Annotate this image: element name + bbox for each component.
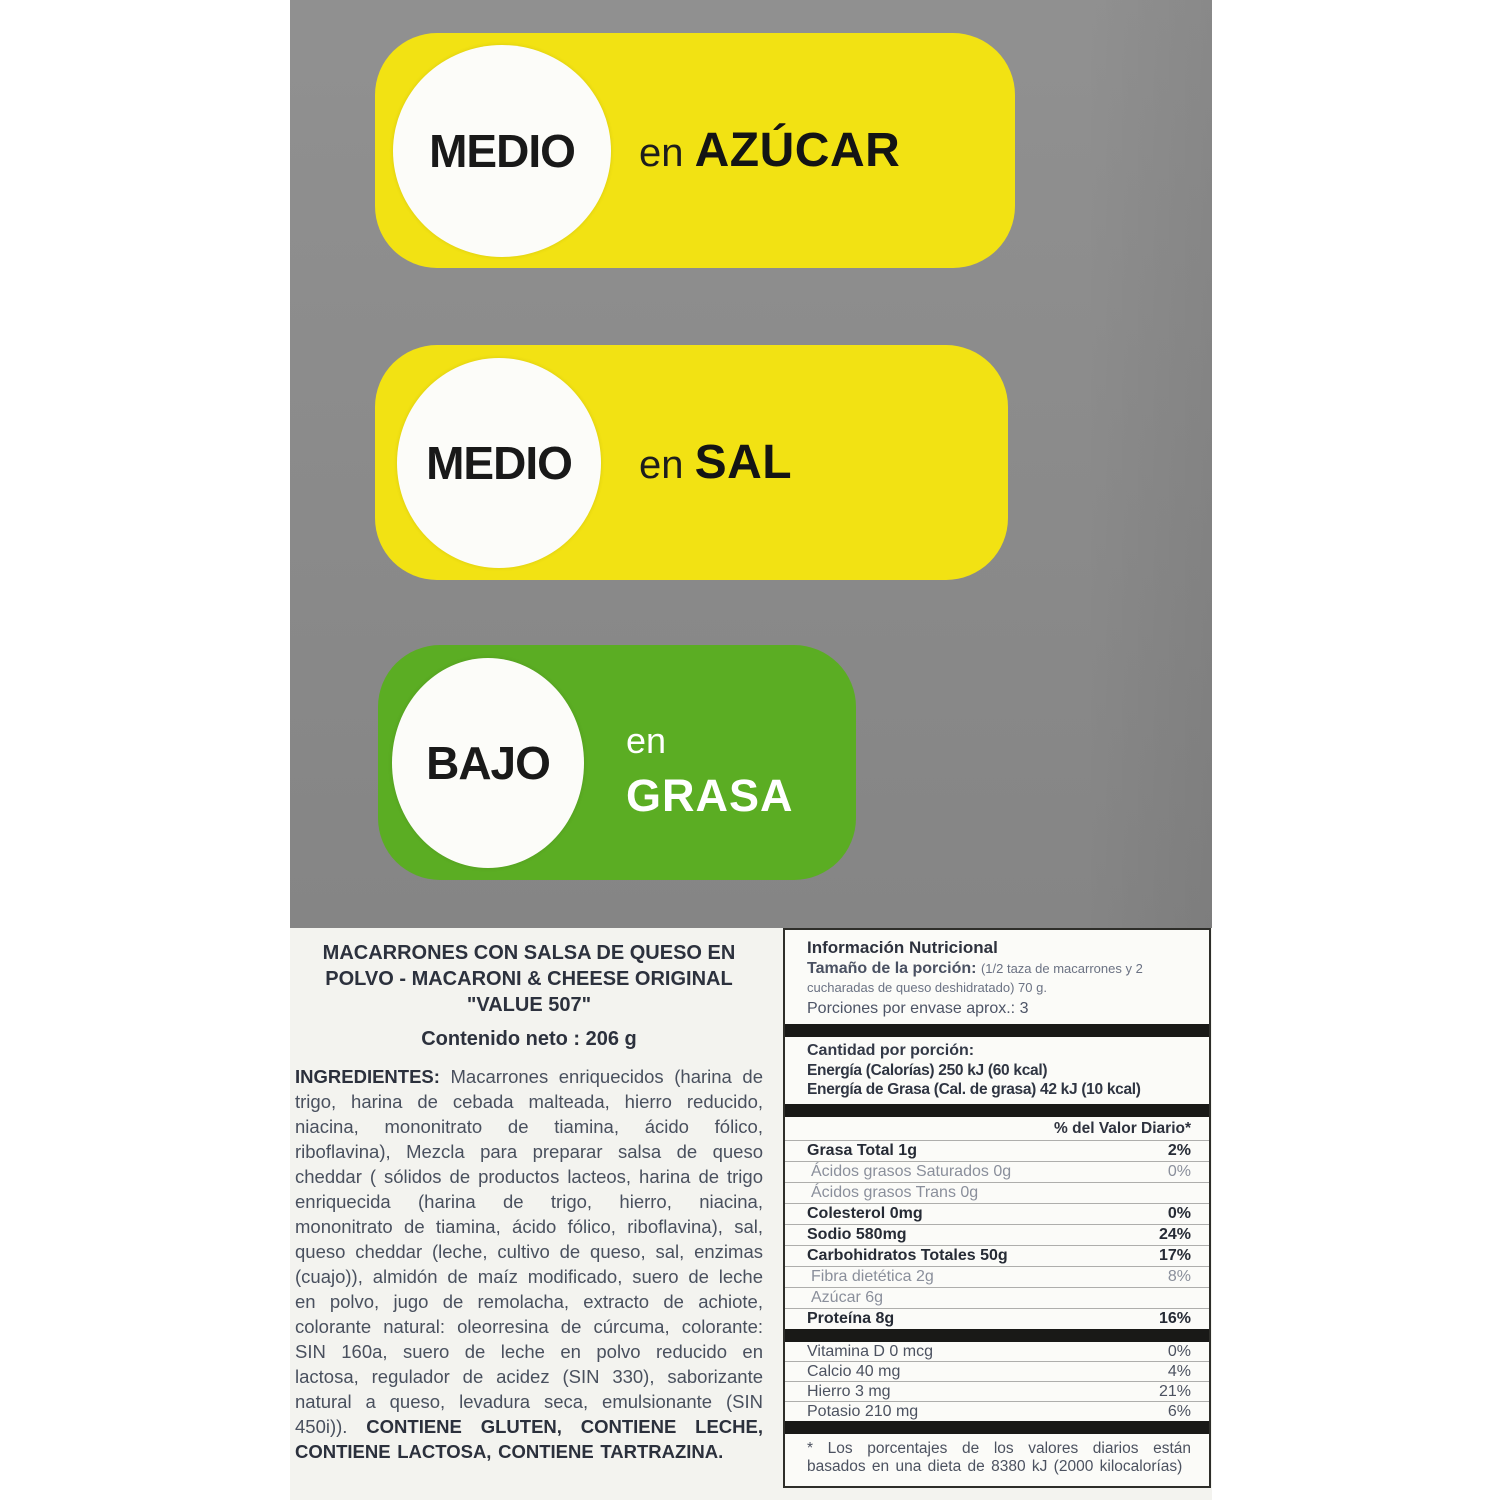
- vitamin-row: [785, 1361, 1209, 1381]
- product-info-column: [295, 940, 763, 1464]
- badge-nutrient-text: [626, 720, 794, 821]
- vitamin-dv: 0%: [1167, 1343, 1191, 1360]
- nutrition-facts-table: [783, 928, 1211, 1488]
- badge-nutrient: SAL: [694, 436, 793, 489]
- nutrient-row: [785, 1161, 1209, 1182]
- ingredients-text: Macarrones enriquecidos (harina de trigo, harina de cebada malteada, hierro reducido, niacina, mononitrato de tiamina, ácido fólico, riboflavina), Mezcla para preparar salsa de queso cheddar ( sólidos de productos lacteos, harina de trigo enriquecida (harina de trigo, hierro, niacina, mononitrato de tiamina, ácido fólico, riboflavina), sal, queso cheddar (leche, cultivo de queso, sal, enzimas (cuajo)), almidón de maíz modificado, suero de leche en polvo, jugo de remolacha, extracto de achiote, colorante natural: oleorresina de cúrcuma, colorante: SIN 160a, suero de leche en polvo reducido en lactosa, regulador de acidez (SIN 330), saborizante natural a queso, levadura seca, emulsionante (SIN 450i)).: [295, 1066, 763, 1437]
- nutrient-label: Colesterol 0mg: [807, 1205, 923, 1222]
- vitamin-label: Potasio 210 mg: [807, 1403, 919, 1420]
- vitamin-row: [785, 1342, 1209, 1361]
- nutrient-row: [785, 1308, 1209, 1329]
- badge-nutrient: AZÚCAR: [694, 124, 901, 177]
- badge-white-disc: [393, 45, 611, 257]
- divider-bar: [785, 1329, 1209, 1342]
- serving-size-label: Tamaño de la porción:: [807, 960, 977, 977]
- nutrient-label: Fibra dietética 2g: [811, 1268, 934, 1285]
- nutrient-row: [785, 1245, 1209, 1266]
- medium-sugar-badge: [375, 33, 1015, 268]
- nutrition-title: Información Nutricional: [807, 938, 998, 957]
- nutrient-dv: 17%: [1158, 1247, 1191, 1264]
- badge-level-text: BAJO: [426, 736, 550, 789]
- daily-value-footnote: * Los porcentajes de los valores diarios están basados en una dieta de 8380 kJ (2000 kilocalorías): [807, 1440, 1191, 1475]
- serving-size-detail: (1/2 taza de macarrones y 2 cucharadas de queso deshidratado) 70 g.: [807, 961, 1143, 995]
- nutrient-label: Azúcar 6g: [811, 1289, 884, 1306]
- badge-connector: en: [639, 131, 684, 175]
- nutrient-label: Carbohidratos Totales 50g: [807, 1247, 1008, 1264]
- nutrient-row: [785, 1287, 1209, 1308]
- energy-fat-line: Energía de Grasa (Cal. de grasa) 42 kJ (10 kcal): [807, 1081, 1141, 1098]
- serving-size-line: [785, 960, 1209, 997]
- nutrient-dv: 0%: [1167, 1205, 1191, 1222]
- product-title: MACARRONES CON SALSA DE QUESO EN POLVO - MACARONI & CHEESE ORIGINAL "VALUE 507": [322, 942, 736, 1016]
- vitamin-dv: 21%: [1158, 1383, 1191, 1400]
- nutrient-dv: 16%: [1158, 1310, 1191, 1327]
- nutrient-dv: 24%: [1158, 1226, 1191, 1243]
- package-label: [290, 0, 1212, 1500]
- low-fat-badge: [378, 645, 856, 880]
- badge-nutrient-text: [639, 435, 792, 490]
- daily-value-header: % del Valor Diario*: [1054, 1120, 1191, 1137]
- badge-nutrient-text: [639, 123, 900, 178]
- servings-per-container: Porciones por envase aprox.: 3: [807, 1000, 1029, 1017]
- divider-bar: [785, 1104, 1209, 1117]
- badge-white-disc: [392, 658, 584, 868]
- nutrient-label: Proteína 8g: [807, 1310, 895, 1327]
- nutrient-dv: 2%: [1167, 1142, 1191, 1159]
- medium-salt-badge: [375, 345, 1008, 580]
- badge-nutrient: GRASA: [626, 770, 794, 821]
- nutrient-label: Ácidos grasos Saturados 0g: [811, 1163, 1012, 1180]
- nutrient-dv: 8%: [1167, 1268, 1191, 1285]
- label-info-section: [290, 928, 1212, 1500]
- nutrient-label: Sodio 580mg: [807, 1226, 907, 1243]
- allergen-statement: CONTIENE GLUTEN, CONTIENE LECHE, CONTIENE LACTOSA, CONTIENE TARTRAZINA.: [295, 1416, 763, 1462]
- badge-white-disc: [397, 358, 601, 568]
- vitamin-label: Calcio 40 mg: [807, 1363, 901, 1380]
- vitamin-label: Vitamina D 0 mcg: [807, 1343, 933, 1360]
- vitamin-row: [785, 1381, 1209, 1401]
- nutrient-label: Grasa Total 1g: [807, 1142, 917, 1159]
- divider-bar: [785, 1421, 1209, 1434]
- badge-connector: en: [639, 443, 684, 487]
- nutrient-row: [785, 1266, 1209, 1287]
- badge-level-text: MEDIO: [426, 436, 572, 489]
- amount-per-serving-label: Cantidad por porción:: [807, 1042, 975, 1059]
- nutrient-row: [785, 1224, 1209, 1245]
- badge-connector: en: [626, 720, 667, 761]
- nutrient-label: Ácidos grasos Trans 0g: [811, 1184, 979, 1201]
- nutrient-dv: 0%: [1167, 1163, 1191, 1180]
- vitamin-dv: 4%: [1167, 1363, 1191, 1380]
- vitamin-dv: 6%: [1167, 1403, 1191, 1420]
- net-content: Contenido neto : 206 g: [421, 1028, 637, 1050]
- ingredients-paragraph: [295, 1064, 763, 1464]
- vitamin-label: Hierro 3 mg: [807, 1383, 891, 1400]
- nutrient-row: [785, 1182, 1209, 1203]
- nutrient-row: [785, 1203, 1209, 1224]
- ingredients-label: INGREDIENTES:: [295, 1066, 440, 1087]
- divider-bar: [785, 1024, 1209, 1037]
- nutrient-row: [785, 1140, 1209, 1161]
- gray-photo-panel: [290, 0, 1212, 928]
- badge-level-text: MEDIO: [429, 124, 575, 177]
- vitamin-row: [785, 1401, 1209, 1421]
- energy-line: Energía (Calorías) 250 kJ (60 kcal): [807, 1062, 1048, 1079]
